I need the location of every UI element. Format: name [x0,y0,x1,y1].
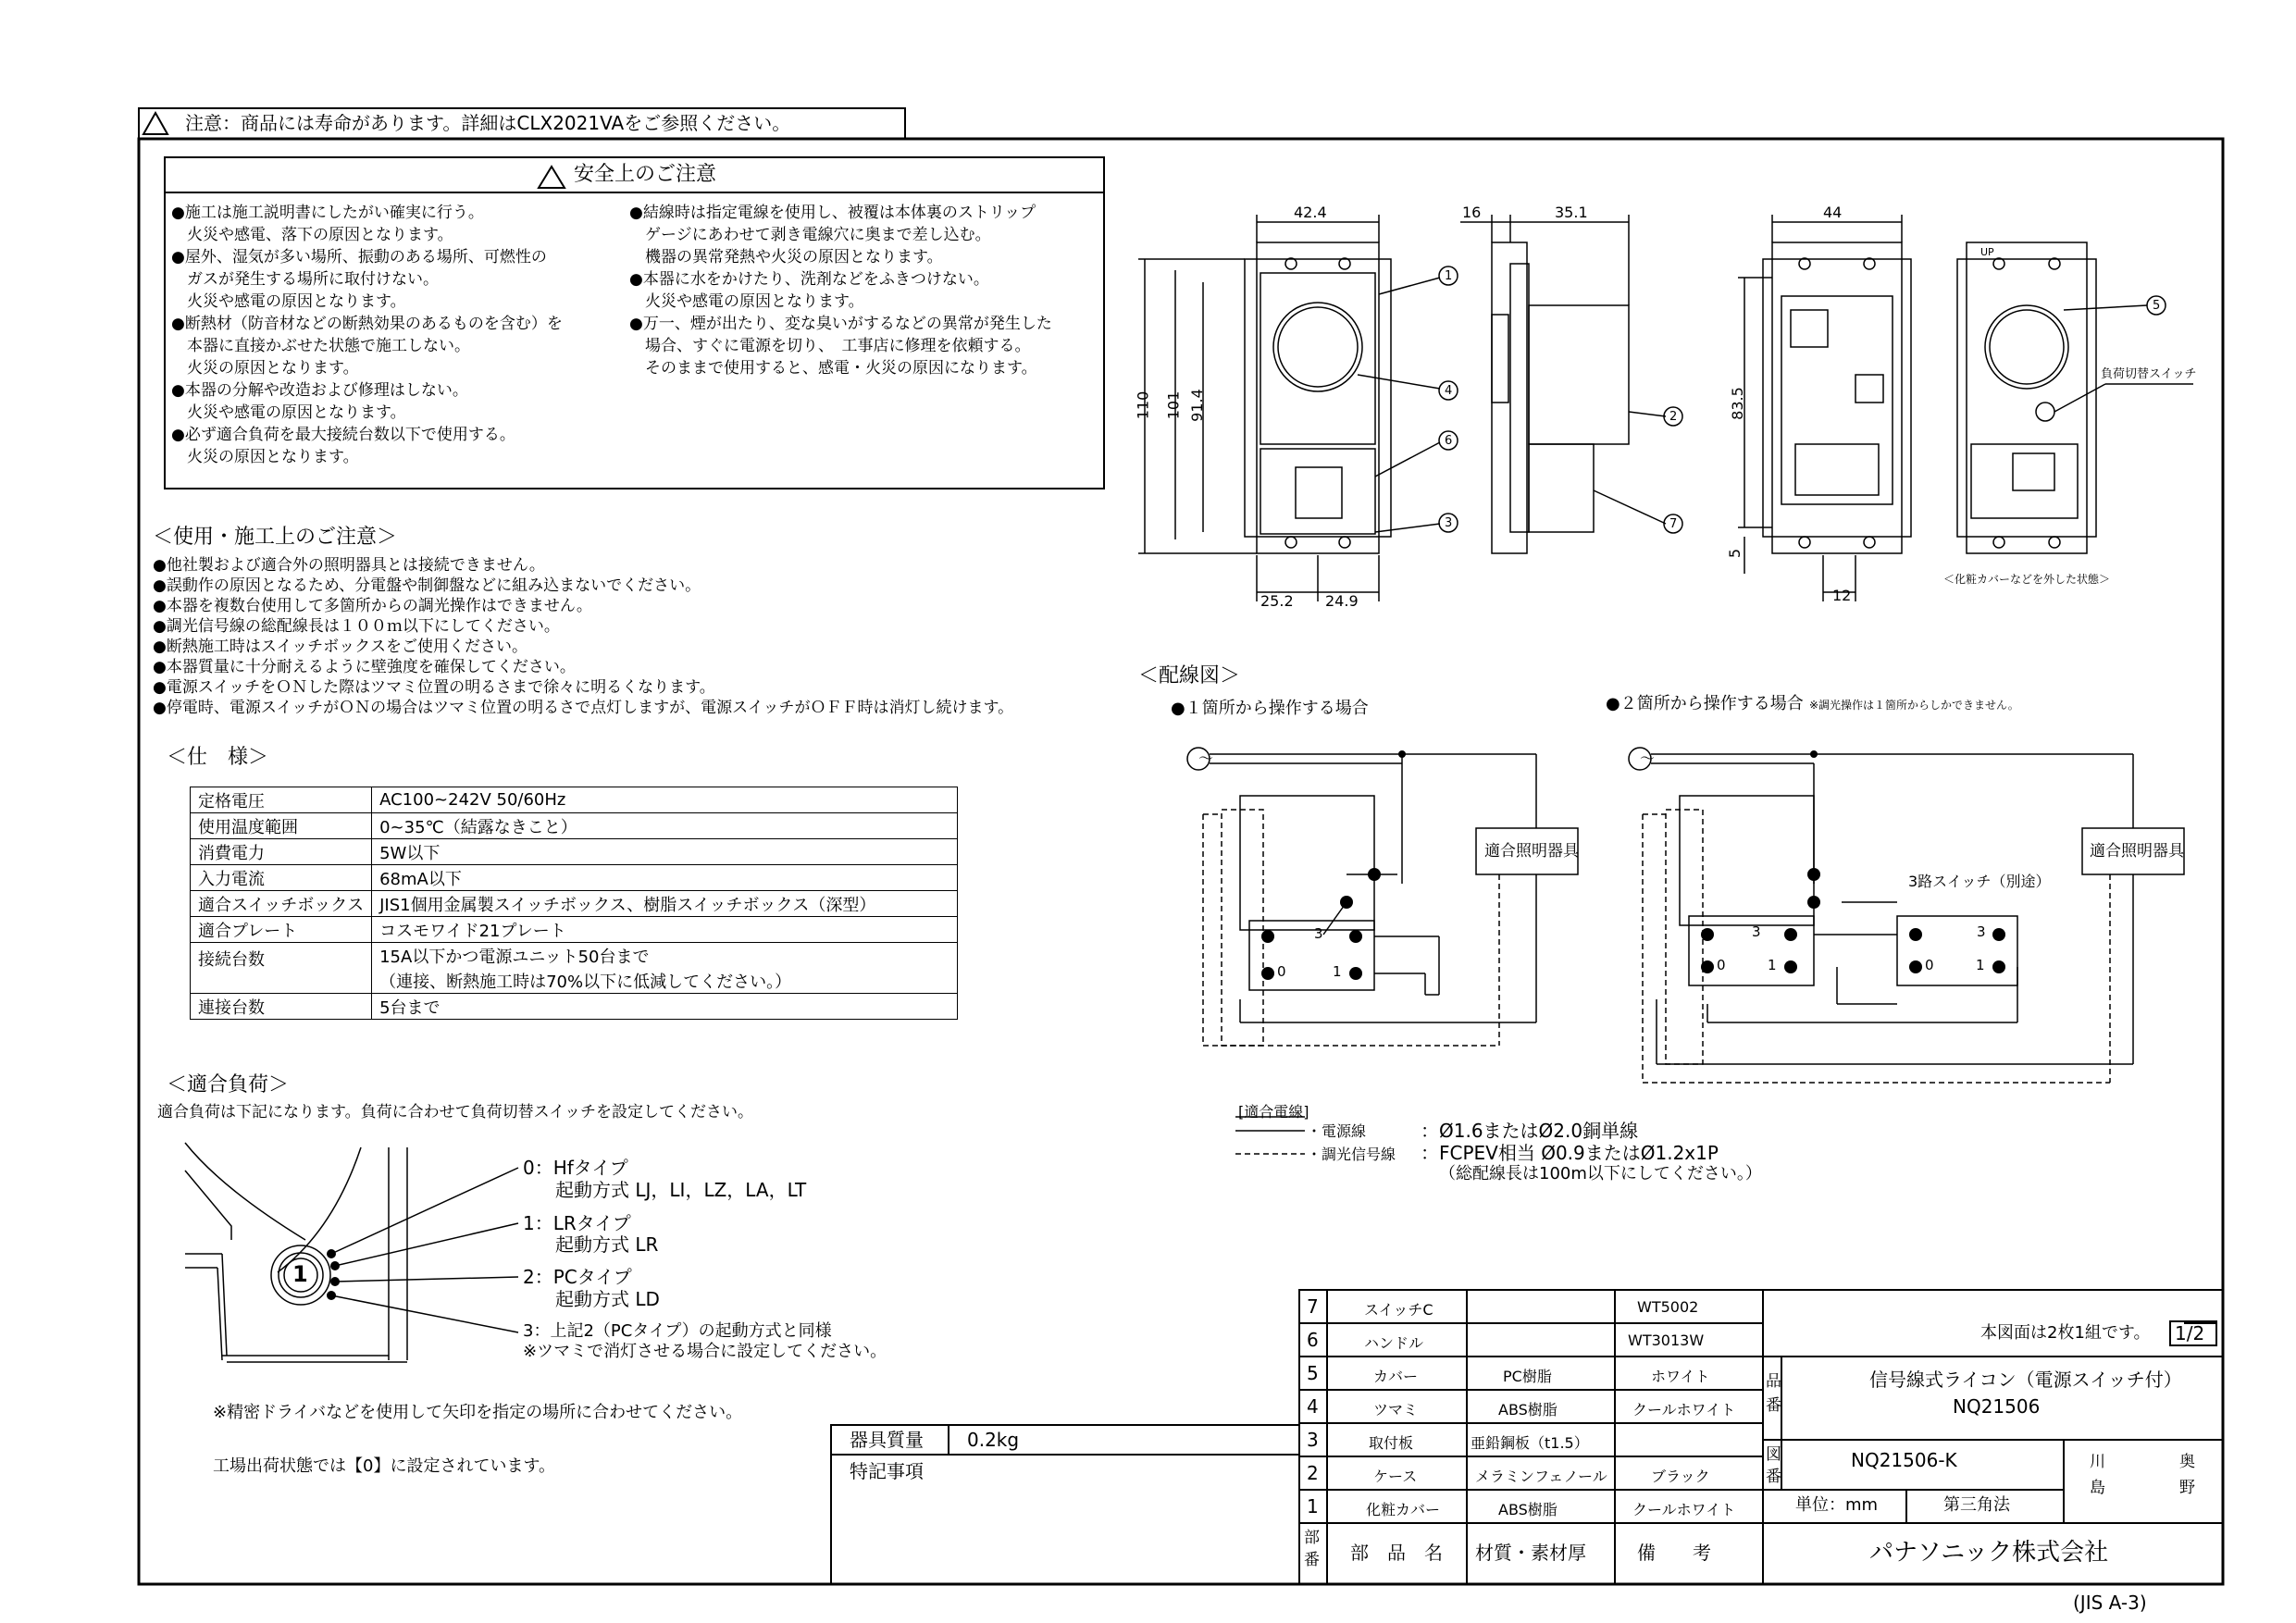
usage-line: ●他社製および適合外の照明器具とは接続できません。 [153,556,545,575]
load-note: 工場出荷状態では【0】に設定されています。 [213,1456,556,1476]
drawing-label: 図番 [1766,1445,1781,1486]
terminal-label: 0 [1925,957,1934,973]
unit: 単位：mm [1795,1495,1879,1515]
spec-key: 定格電圧 [191,787,372,813]
spec-value: AC100~242V 50/60Hz [372,787,958,813]
table-row [191,813,958,839]
usage-line: ●誤動作の原因となるため、分電盤や制御盤などに組み込まないでください。 [153,576,701,595]
dim-label: 24.9 [1325,592,1359,610]
ac-symbol: ～ [1640,750,1656,767]
usage-line: ●停電時、電源スイッチがＯＮの場合はツマミ位置の明るさで点灯しますが、電源スイッチがＯＦＦ時は消灯し続けます。 [153,699,1014,717]
header-remark: 備 考 [1637,1542,1711,1564]
part-name: スイッチC [1364,1301,1433,1319]
callout-5: 5 [2153,299,2161,313]
safety-line: 火災の原因となります。 [171,448,359,466]
part-name: 取付板 [1369,1434,1414,1452]
load-item-sub: 起動方式 LD [555,1288,660,1310]
top-note: 注意：商品には寿命があります。詳細はCLX2021VAをご参照ください。 [185,112,791,134]
safety-line: 火災や感電、落下の原因となります。 [171,226,453,244]
part-no: 7 [1307,1295,1319,1318]
projection: 第三角法 [1943,1495,2010,1515]
dim-label: 91.4 [1187,389,1206,422]
spec-title: ＜仕 様＞ [167,746,269,769]
part-no: 1 [1307,1495,1319,1518]
wiring-case2-note: ※調光操作は１箇所からしかできません。 [1809,699,2019,712]
safety-line: ●施工は施工説明書にしたがい確実に行う。 [171,204,484,222]
load-item-sub: 起動方式 LR [555,1233,659,1256]
safety-line: ●本器の分解や改造および修理はしない。 [171,381,468,400]
part-name: ハンドル [1364,1334,1424,1352]
usage-line: ●電源スイッチをＯＮした際はツマミ位置の明るさまで徐々に明るくなります。 [153,678,715,697]
wiring-case1: ●１箇所から操作する場合 [1171,699,1369,718]
cover-removed-label: ＜化粧カバーなどを外した状態＞ [1943,573,2111,586]
header-name: 部 品 名 [1350,1542,1443,1564]
part-name: ツマミ [1373,1401,1419,1419]
part-name: ケース [1373,1468,1418,1485]
spec-value: 15A以下かつ電源ユニット50台まで [372,943,958,969]
signature: 島 [2090,1479,2105,1497]
terminal-label: 3 [1314,925,1323,942]
usage-line: ●断熱施工時はスイッチボックスをご使用ください。 [153,638,527,656]
callout-7: 7 [1669,517,1678,531]
spec-value: JIS1個用金属製スイッチボックス、樹脂スイッチボックス（深型） [372,891,958,917]
part-remark: WT5002 [1637,1298,1699,1316]
callout-6: 6 [1445,434,1453,448]
safety-line: ガスが発生する場所に取付けない。 [171,270,439,289]
safety-right [629,202,1092,379]
table-row [191,943,958,969]
up-mark: UP [1980,246,1994,258]
dim-label: 16 [1462,204,1482,221]
safety-left [171,202,606,468]
wire-legend-title: [適合電線] [1238,1103,1309,1121]
load-item-label: 2：PCタイプ [523,1266,632,1288]
wire-power-value: ：Ø1.6またはØ2.0銅単線 [1421,1120,1639,1142]
sheet-note: 本図面は2枚1組です。 [1980,1323,2151,1343]
dim-label: 25.2 [1260,592,1294,610]
load-item-sub: ※ツマミで消灯させる場合に設定してください。 [523,1342,887,1361]
load-note: ※精密ドライバなどを使用して矢印を指定の場所に合わせてください。 [213,1403,743,1422]
table-row [191,891,958,917]
signature: 奥 [2179,1453,2195,1471]
load-intro: 適合負荷は下記になります。負荷に合わせて負荷切替スイッチを設定してください。 [157,1103,753,1121]
part-no: 3 [1307,1429,1319,1451]
table-row [191,865,958,891]
safety-line: ●必ず適合負荷を最大接続台数以下で使用する。 [171,426,515,444]
safety-line: ●万一、煙が出たり、変な臭いがするなどの異常が発生した [629,315,1052,333]
drawing-no: NQ21506-K [1851,1449,1957,1471]
part-material: PC樹脂 [1503,1368,1552,1385]
part-material: 亜鉛鋼板（t1.5） [1471,1434,1589,1452]
switch3-label: 3路スイッチ（別途） [1908,873,2051,890]
safety-line: 火災の原因となります。 [171,359,359,378]
wire-signal-label: ・調光信号線 [1307,1146,1396,1163]
header-no: 部番 [1304,1529,1320,1569]
safety-line: そのままで使用すると、感電・火災の原因になります。 [629,359,1037,378]
part-no: 4 [1307,1395,1319,1418]
spec-value: 0~35℃（結露なきこと） [372,813,958,839]
dim-label: 110 [1134,390,1152,420]
wire-signal-note: （総配線長は100m以下にしてください。） [1439,1164,1762,1183]
part-remark: クールホワイト [1632,1401,1736,1419]
safety-line: ●断熱材（防音材などの断熱効果のあるものを含む）を [171,315,563,333]
lamp-label: 適合照明器具 [2090,842,2184,861]
load-item-label: 1：LRタイプ [523,1212,631,1234]
signature: 川 [2090,1453,2105,1471]
terminal-label: 0 [1717,957,1726,973]
safety-line: 火災や感電の原因となります。 [629,292,864,311]
safety-line: 本器に直接かぶせた状態で施工しない。 [171,337,470,355]
terminal-label: 0 [1277,963,1286,980]
header-material: 材質・素材厚 [1475,1542,1586,1564]
wire-power-label: ・電源線 [1307,1122,1367,1140]
dim-label: 44 [1823,204,1843,221]
spec-value: 5台まで [372,994,958,1020]
safety-line: ●屋外、湿気が多い場所、振動のある場所、可燃性の [171,248,547,266]
usage-line: ●調光信号線の総配線長は１００ｍ以下にしてください。 [153,617,560,636]
part-material: メラミンフェノール [1475,1468,1607,1485]
spec-key: 入力電流 [191,865,372,891]
terminal-label: 3 [1752,923,1761,940]
terminal-label: 1 [1976,957,1985,973]
spec-key: 連接台数 [191,994,372,1020]
callout-2: 2 [1669,410,1678,424]
load-title: ＜適合負荷＞ [167,1073,290,1096]
safety-line: ●結線時は指定電線を使用し、被覆は本体裏のストリップ [629,204,1036,222]
company-name: パナソニック株式会社 [1869,1539,2109,1567]
part-no: 6 [1307,1329,1319,1351]
jis-label: (JIS A-3) [2073,1592,2147,1614]
part-remark: ブラック [1651,1468,1710,1485]
lamp-label: 適合照明器具 [1484,842,1579,861]
terminal-label: 1 [1333,963,1342,980]
callout-1: 1 [1445,269,1453,283]
wiring-title: ＜配線図＞ [1138,664,1241,688]
part-remark: クールホワイト [1632,1501,1736,1518]
dim-label: 35.1 [1555,204,1588,221]
part-no: 2 [1307,1462,1319,1484]
dim-label: 12 [1832,587,1852,604]
product-name: 信号線式ライコン（電源スイッチ付） [1869,1369,2182,1391]
spec-key: 使用温度範囲 [191,813,372,839]
ac-symbol: ～ [1198,750,1214,767]
safety-line: 火災や感電の原因となります。 [171,292,406,311]
wiring-case2: ●２箇所から操作する場合 [1606,694,1804,713]
table-row [191,839,958,865]
part-material: ABS樹脂 [1498,1401,1558,1419]
dial-label: 1 [292,1261,308,1287]
part-remark: ホワイト [1651,1368,1710,1385]
dim-label: 83.5 [1728,387,1746,420]
part-material: ABS樹脂 [1498,1501,1558,1518]
safety-line: ゲージにあわせて剥き電線穴に奥まで差し込む。 [629,226,991,244]
spec-key: 適合プレート [191,917,372,943]
safety-line: 機器の異常発熱や火災の原因となります。 [629,248,943,266]
spec-value: 68mA以下 [372,865,958,891]
table-row [191,917,958,943]
spec-value: （連接、断熱施工時は70%以下に低減してください。） [372,968,958,994]
callout-4: 4 [1445,384,1453,398]
spec-key: 適合スイッチボックス [191,891,372,917]
remarks-label: 特記事項 [850,1460,924,1482]
spec-key: 消費電力 [191,839,372,865]
dim-label: 42.4 [1294,204,1327,221]
spec-value: 5W以下 [372,839,958,865]
load-item-label: 3：上記2（PCタイプ）の起動方式と同様 [523,1321,832,1341]
safety-line: 場合、すぐに電源を切り、 工事店に修理を依頼する。 [629,337,1031,355]
part-remark: WT3013W [1628,1332,1705,1349]
spec-table [190,787,958,1020]
safety-line: 火災や感電の原因となります。 [171,403,406,422]
table-row [191,994,958,1020]
dim-label: 101 [1164,390,1183,420]
usage-title: ＜使用・施工上のご注意＞ [153,526,398,549]
product-label: 品番 [1766,1372,1781,1415]
part-name: 化粧カバー [1366,1501,1441,1518]
usage-line: ●本器質量に十分耐えるように壁強度を確保してください。 [153,658,576,676]
load-item-label: 0：Hfタイプ [523,1157,628,1179]
mass-value: 0.2kg [967,1429,1020,1451]
signature: 野 [2179,1479,2195,1497]
spec-key: 接続台数 [191,943,372,994]
safety-title: 安全上のご注意 [574,163,717,186]
terminal-label: 1 [1768,957,1777,973]
dim-label: 5 [1726,548,1744,559]
terminal-label: 3 [1977,923,1986,940]
wire-signal-value: ：FCPEV相当 Ø0.9またはØ1.2x1P [1421,1142,1719,1164]
load-item-sub: 起動方式 LJ，LI，LZ，LA，LT [555,1179,807,1201]
usage-list [153,555,1013,718]
part-name: カバー [1373,1368,1419,1385]
table-row [191,787,958,813]
spec-value: コスモワイド21プレート [372,917,958,943]
safety-line: ●本器に水をかけたり、洗剤などをふきつけない。 [629,270,989,289]
part-no: 5 [1307,1362,1319,1384]
load-switch-label: 負荷切替スイッチ [2101,367,2197,381]
usage-line: ●本器を複数台使用して多箇所からの調光操作はできません。 [153,597,592,615]
mass-label: 器具質量 [850,1429,924,1451]
callout-3: 3 [1445,516,1453,530]
sheet-no: 1/2 [2175,1322,2205,1344]
product-code: NQ21506 [1953,1395,2041,1418]
